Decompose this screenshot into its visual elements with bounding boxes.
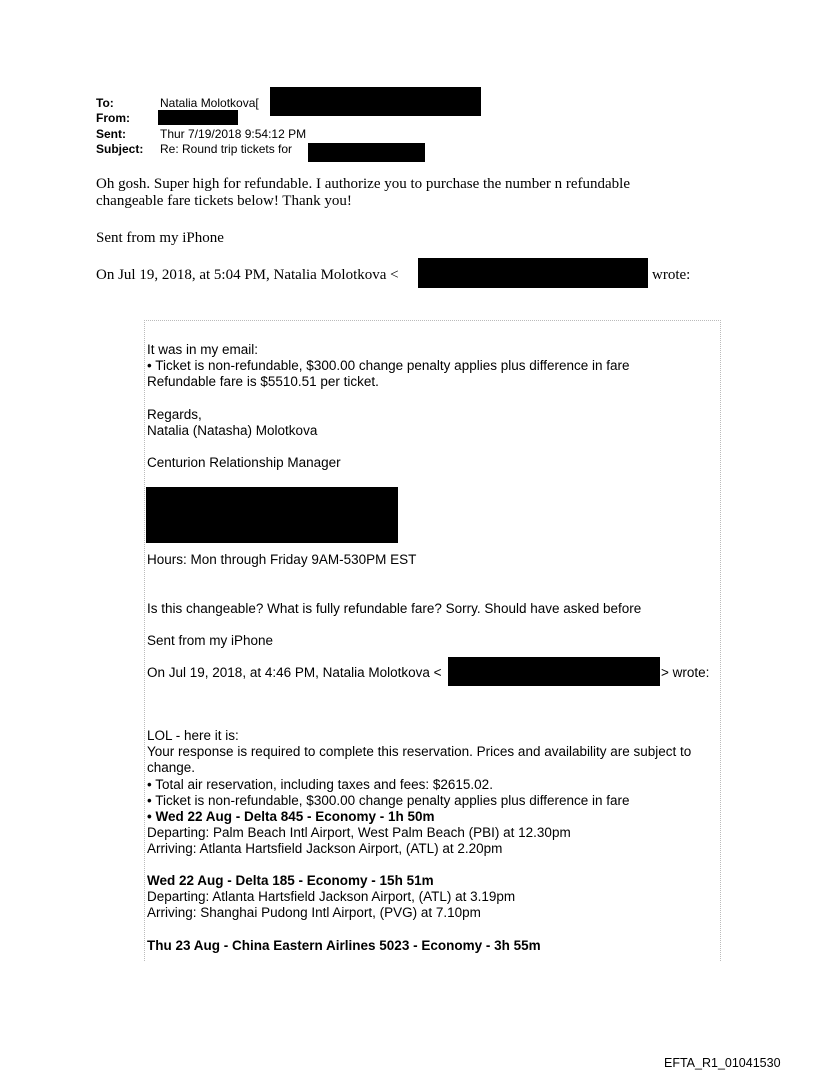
- flight-heading: • Wed 22 Aug - Delta 845 - Economy - 1h 50m: [147, 809, 435, 824]
- quoted-line: > wrote:: [661, 665, 710, 680]
- quoted-line: Departing: Palm Beach Intl Airport, West Palm Beach (PBI) at 12.30pm: [147, 825, 571, 840]
- to-label: To:: [96, 96, 114, 110]
- quoted-line: Your response is required to complete this reservation. Prices and availability are subject to: [147, 744, 692, 759]
- redaction-box: [448, 657, 660, 686]
- flight-heading: Thu 23 Aug - China Eastern Airlines 5023 - Economy - 3h 55m: [147, 938, 541, 953]
- subject-label: Subject:: [96, 142, 144, 156]
- quoted-line: • Ticket is non-refundable, $300.00 change penalty applies plus difference in fare: [147, 793, 630, 808]
- quote-intro: On Jul 19, 2018, at 5:04 PM, Natalia Molotkova <: [96, 267, 399, 283]
- redaction-box: [270, 87, 481, 116]
- quoted-line: Arriving: Shanghai Pudong Intl Airport, (PVG) at 7.10pm: [147, 905, 481, 920]
- subject-value: Re: Round trip tickets for: [160, 142, 293, 156]
- quoted-line: On Jul 19, 2018, at 4:46 PM, Natalia Molotkova <: [147, 665, 442, 680]
- flight-heading: Wed 22 Aug - Delta 185 - Economy - 15h 51m: [147, 873, 434, 888]
- body-line-1: Oh gosh. Super high for refundable. I authorize you to purchase the number n refundable: [96, 176, 631, 192]
- redaction-box: [146, 487, 398, 543]
- quoted-line: LOL - here it is:: [147, 728, 239, 743]
- quoted-line: It was in my email:: [147, 342, 259, 357]
- quoted-line: Is this changeable? What is fully refundable fare? Sorry. Should have asked before: [147, 601, 642, 616]
- quoted-line: Sent from my iPhone: [147, 633, 274, 648]
- redaction-box: [158, 110, 238, 125]
- to-value: Natalia Molotkova[: [160, 96, 259, 110]
- quoted-line: Regards,: [147, 407, 202, 422]
- redaction-box: [418, 258, 648, 288]
- quoted-line: Refundable fare is $5510.51 per ticket.: [147, 374, 379, 389]
- quoted-line: • Total air reservation, including taxes and fees: $2615.02.: [147, 777, 493, 792]
- quoted-line: change.: [147, 760, 196, 775]
- body-line-2: changeable fare tickets below! Thank you!: [96, 193, 352, 209]
- quoted-line: • Ticket is non-refundable, $300.00 change penalty applies plus difference in fare: [147, 358, 630, 373]
- sent-label: Sent:: [96, 127, 126, 141]
- from-label: From:: [96, 111, 130, 125]
- quoted-line: Natalia (Natasha) Molotkova: [147, 423, 318, 438]
- quoted-line: Departing: Atlanta Hartsfield Jackson Airport, (ATL) at 3.19pm: [147, 889, 516, 904]
- redaction-box: [308, 143, 425, 162]
- quoted-line: Centurion Relationship Manager: [147, 455, 341, 470]
- quoted-line: Arriving: Atlanta Hartsfield Jackson Airport, (ATL) at 2.20pm: [147, 841, 503, 856]
- sent-value: Thur 7/19/2018 9:54:12 PM: [160, 127, 307, 141]
- signoff: Sent from my iPhone: [96, 230, 224, 246]
- quoted-line: Hours: Mon through Friday 9AM-530PM EST: [147, 552, 417, 567]
- document-id: EFTA_R1_01041530: [664, 1056, 781, 1070]
- quote-intro-wrote: wrote:: [652, 267, 691, 283]
